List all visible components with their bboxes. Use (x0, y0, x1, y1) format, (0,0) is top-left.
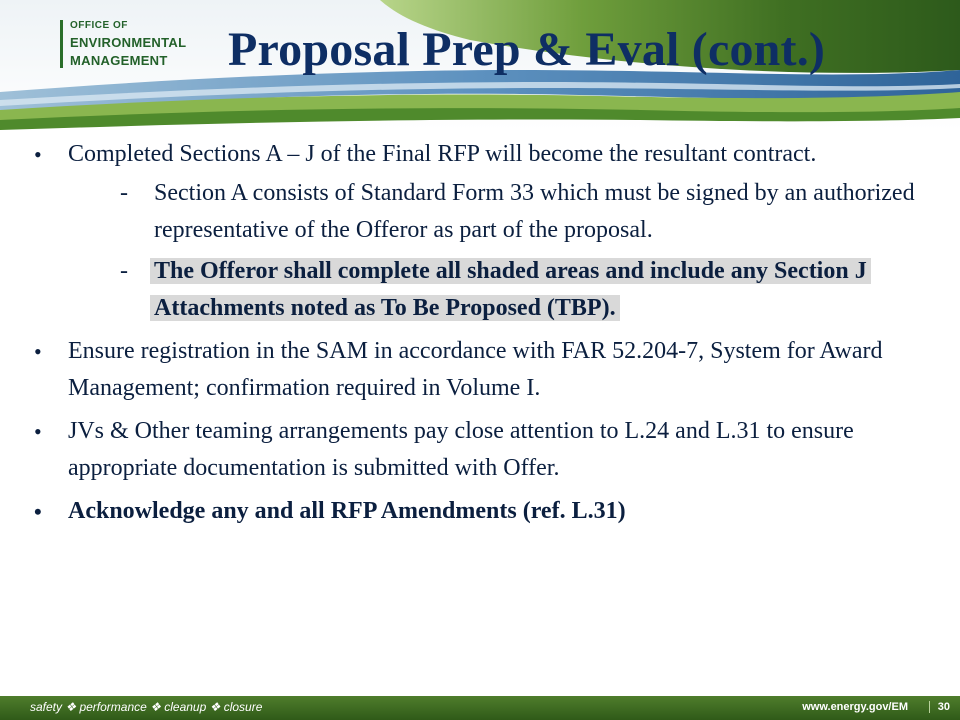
dash-glyph: - (120, 258, 128, 284)
sub-bullet-item-shaded (68, 253, 940, 327)
shaded-sub-bullet-text: The Offeror shall complete all shaded areas and include any Section J Attachments noted as To Be Proposed (TBP). (150, 258, 871, 321)
bullet-text: Ensure registration in the SAM in accordance with FAR 52.204-7, System for Award Management; confirmation required in Volume I. (68, 338, 883, 401)
bullet-glyph: • (34, 419, 42, 444)
slide-footer (0, 696, 960, 720)
slide-title: Proposal Prep & Eval (cont.) (228, 23, 826, 76)
bullet-item-bold (30, 493, 940, 530)
bullet-item (30, 136, 940, 327)
slide-body (30, 136, 940, 536)
sub-bullet-item (68, 175, 940, 249)
bullet-item (30, 333, 940, 407)
footer-tagline: safety ❖ performance ❖ cleanup ❖ closure (30, 700, 263, 714)
bullet-item (30, 413, 940, 487)
dash-glyph: - (120, 180, 128, 206)
logo-line-3: MANAGEMENT (70, 53, 168, 68)
sub-bullet-list (68, 175, 940, 327)
slide-header (0, 0, 960, 130)
office-logo (60, 20, 186, 68)
footer-url: www.energy.gov/EM (802, 701, 908, 713)
sub-bullet-text: Section A consists of Standard Form 33 which must be signed by an authorized representative of the Offeror as part of the proposal. (154, 180, 915, 243)
logo-text (70, 20, 186, 68)
logo-line-2: ENVIRONMENTAL (70, 35, 187, 50)
bullet-text: Acknowledge any and all RFP Amendments (ref. L.31) (68, 498, 626, 524)
bullet-glyph: • (34, 499, 42, 524)
bullet-text: Completed Sections A – J of the Final RFP will become the resultant contract. (68, 141, 817, 167)
logo-line-1: OFFICE OF (70, 20, 128, 31)
bullet-text: JVs & Other teaming arrangements pay close attention to L.24 and L.31 to ensure appropriate documentation is submitted with Offer. (68, 418, 854, 481)
bullet-glyph: • (34, 339, 42, 364)
logo-bar (60, 20, 63, 68)
bullet-glyph: • (34, 142, 42, 167)
page-number: 30 (929, 701, 950, 713)
